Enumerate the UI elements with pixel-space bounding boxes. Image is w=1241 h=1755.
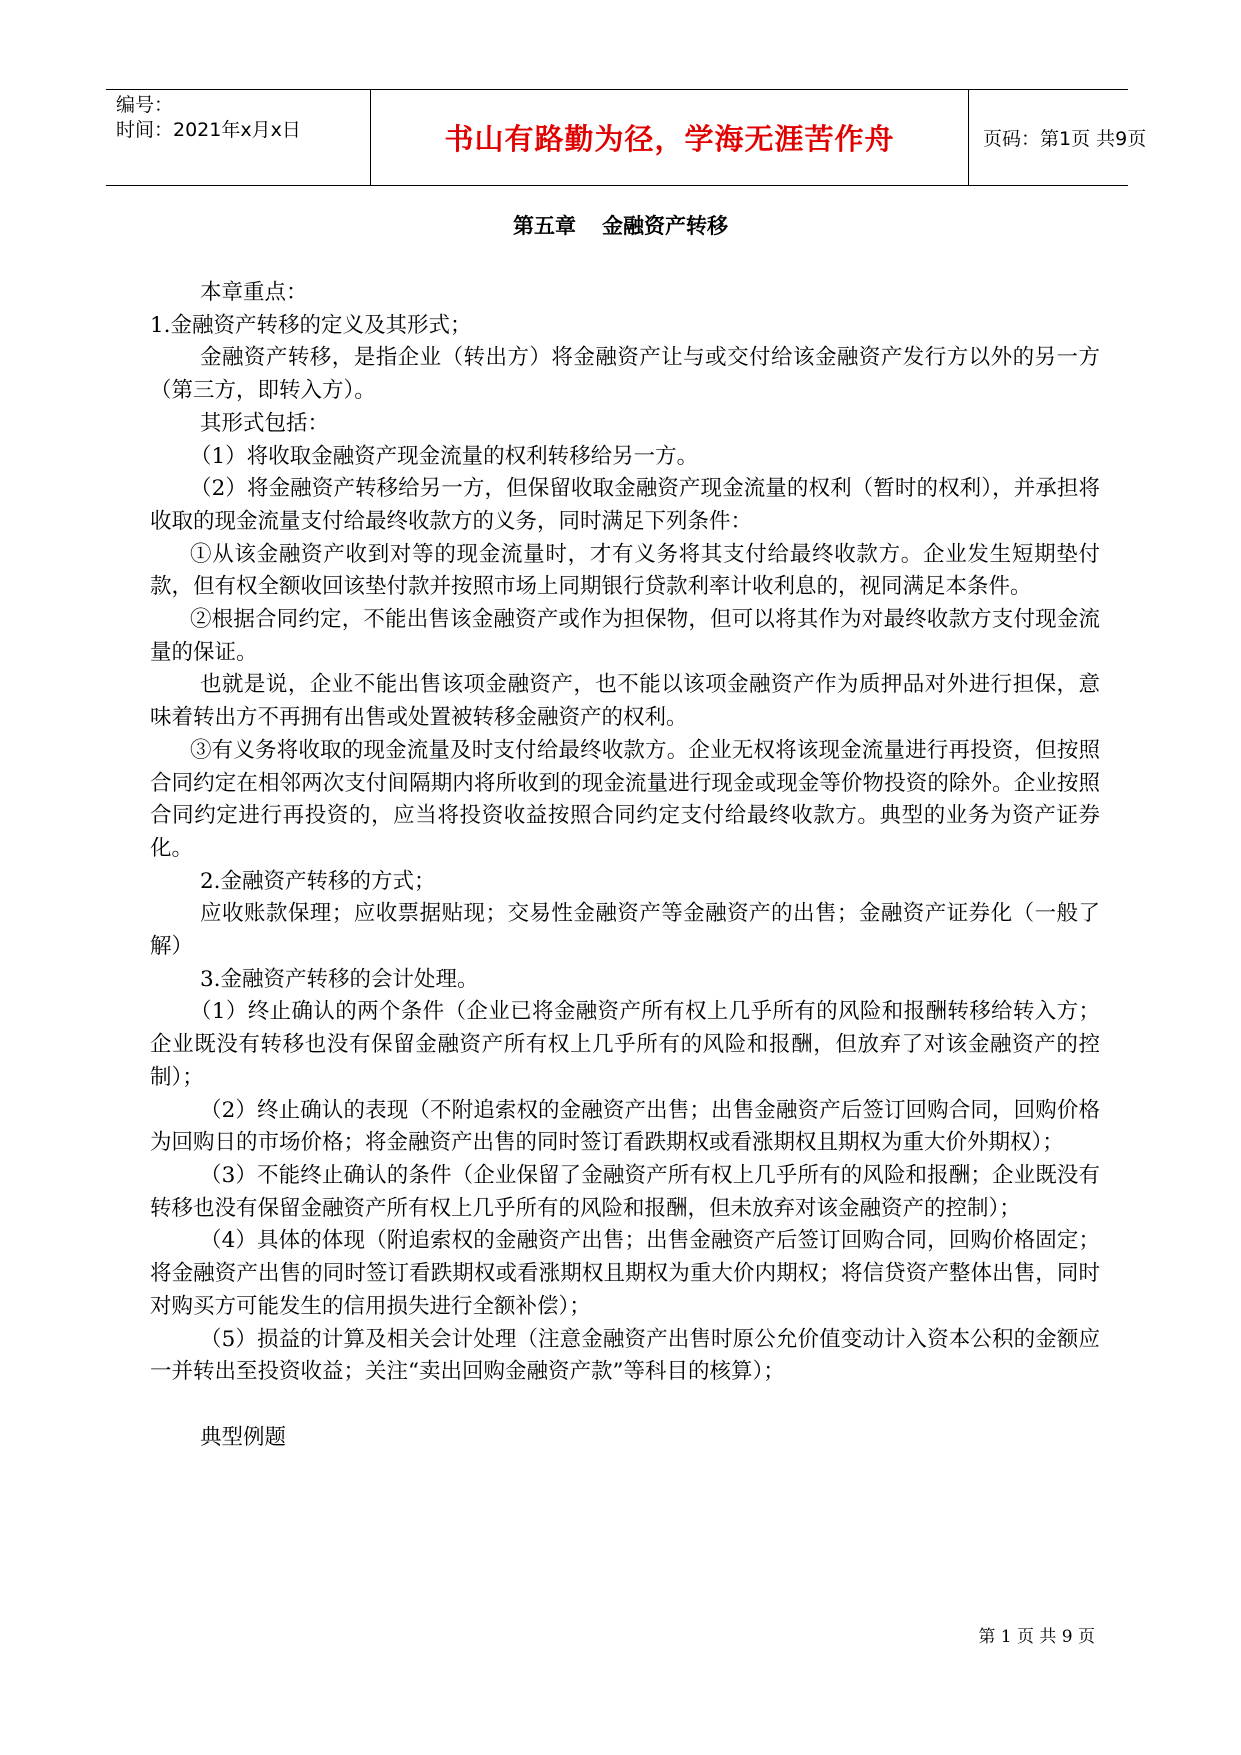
paragraph: 也就是说，企业不能出售该项金融资产，也不能以该项金融资产作为质押品对外进行担保，意味着转出方不再拥有出售或处置被转移金融资产的权利。 xyxy=(150,672,1100,731)
paragraph: （1）终止确认的两个条件（企业已将金融资产所有权上几乎所有的风险和报酬转移给转入方；企业既没有转移也没有保留金融资产所有权上几乎所有的风险和报酬，但放弃了对该金融资产的控制）； xyxy=(150,999,1100,1090)
header-motto: 书山有路勤为径，学海无涯苦作舟 xyxy=(370,90,969,185)
header-meta xyxy=(106,90,370,185)
chapter-title xyxy=(0,210,1241,240)
paragraph: 金融资产转移，是指企业（转出方）将金融资产让与或交付给该金融资产发行方以外的另一方（第三方，即转入方）。 xyxy=(150,345,1100,404)
paragraph: （2）终止确认的表现（不附追索权的金融资产出售；出售金融资产后签订回购合同，回购价格为回购日的市场价格；将金融资产出售的同时签订看跌期权或看涨期权且期权为重大价外期权）； xyxy=(150,1097,1100,1156)
section-heading: 典型例题 xyxy=(200,1424,287,1450)
serial-label: 编号： xyxy=(116,94,174,116)
document-header xyxy=(106,89,1147,186)
document-body xyxy=(150,277,1100,1454)
paragraph: 其形式包括： xyxy=(200,410,330,436)
paragraph: 应收账款保理；应收票据贴现；交易性金融资产等金融资产的出售；金融资产证券化（一般了解） xyxy=(150,901,1100,960)
blank-line xyxy=(150,1389,1100,1422)
paragraph: （2）将金融资产转移给另一方，但保留收取金融资产现金流量的权利（暂时的权利），并承担将收取的现金流量支付给最终收款方的义务，同时满足下列条件： xyxy=(150,476,1100,534)
paragraph: ③有义务将收取的现金流量及时支付给最终收款方。企业无权将该现金流量进行再投资，但按照合同约定在相邻两次支付间隔期内将所收到的现金流量进行现金或现金等价物投资的除外。企业按照合同约定进行再投资的，应当将投资收益按照合同约定支付给最终收款方。典型的业务为资产证券化。 xyxy=(150,737,1100,861)
page-footer: 第 1 页 共 9 页 xyxy=(978,1627,1095,1647)
header-page-label: 页码：第1页 共9页 xyxy=(983,128,1147,150)
paragraph: 2.金融资产转移的方式； xyxy=(200,868,436,894)
paragraph: 1.金融资产转移的定义及其形式； xyxy=(150,312,472,338)
paragraph: 本章重点： xyxy=(200,280,308,305)
paragraph: （3）不能终止确认的条件（企业保留了金融资产所有权上几乎所有的风险和报酬；企业既没有转移也没有保留金融资产所有权上几乎所有的风险和报酬，但未放弃对该金融资产的控制）； xyxy=(150,1162,1100,1221)
paragraph: 3.金融资产转移的会计处理。 xyxy=(200,966,479,992)
paragraph: （1）将收取金融资产现金流量的权利转移给另一方。 xyxy=(190,443,699,469)
paragraph: （5）损益的计算及相关会计处理（注意金融资产出售时原公允价值变动计入资本公积的金额应一并转出至投资收益；关注“卖出回购金融资产款”等科目的核算）； xyxy=(150,1326,1100,1385)
chapter-number: 第五章 xyxy=(513,214,576,238)
paragraph: ②根据合同约定，不能出售该金融资产或作为担保物，但可以将其作为对最终收款方支付现金流量的保证。 xyxy=(150,607,1100,665)
paragraph: ①从该金融资产收到对等的现金流量时，才有义务将其支付给最终收款方。企业发生短期垫付款，但有权全额收回该垫付款并按照市场上同期银行贷款利率计收利息的，视同满足本条件。 xyxy=(150,541,1100,600)
time-label: 时间：2021年x月x日 xyxy=(116,119,301,141)
chapter-name: 金融资产转移 xyxy=(602,214,728,238)
paragraph: （4）具体的体现（附追索权的金融资产出售；出售金融资产后签订回购合同，回购价格固定；将金融资产出售的同时签订看跌期权或看涨期权且期权为重大价内期权；将信贷资产整体出售，同时对购买方可能发生的信用损失进行全额补偿）； xyxy=(150,1228,1100,1319)
